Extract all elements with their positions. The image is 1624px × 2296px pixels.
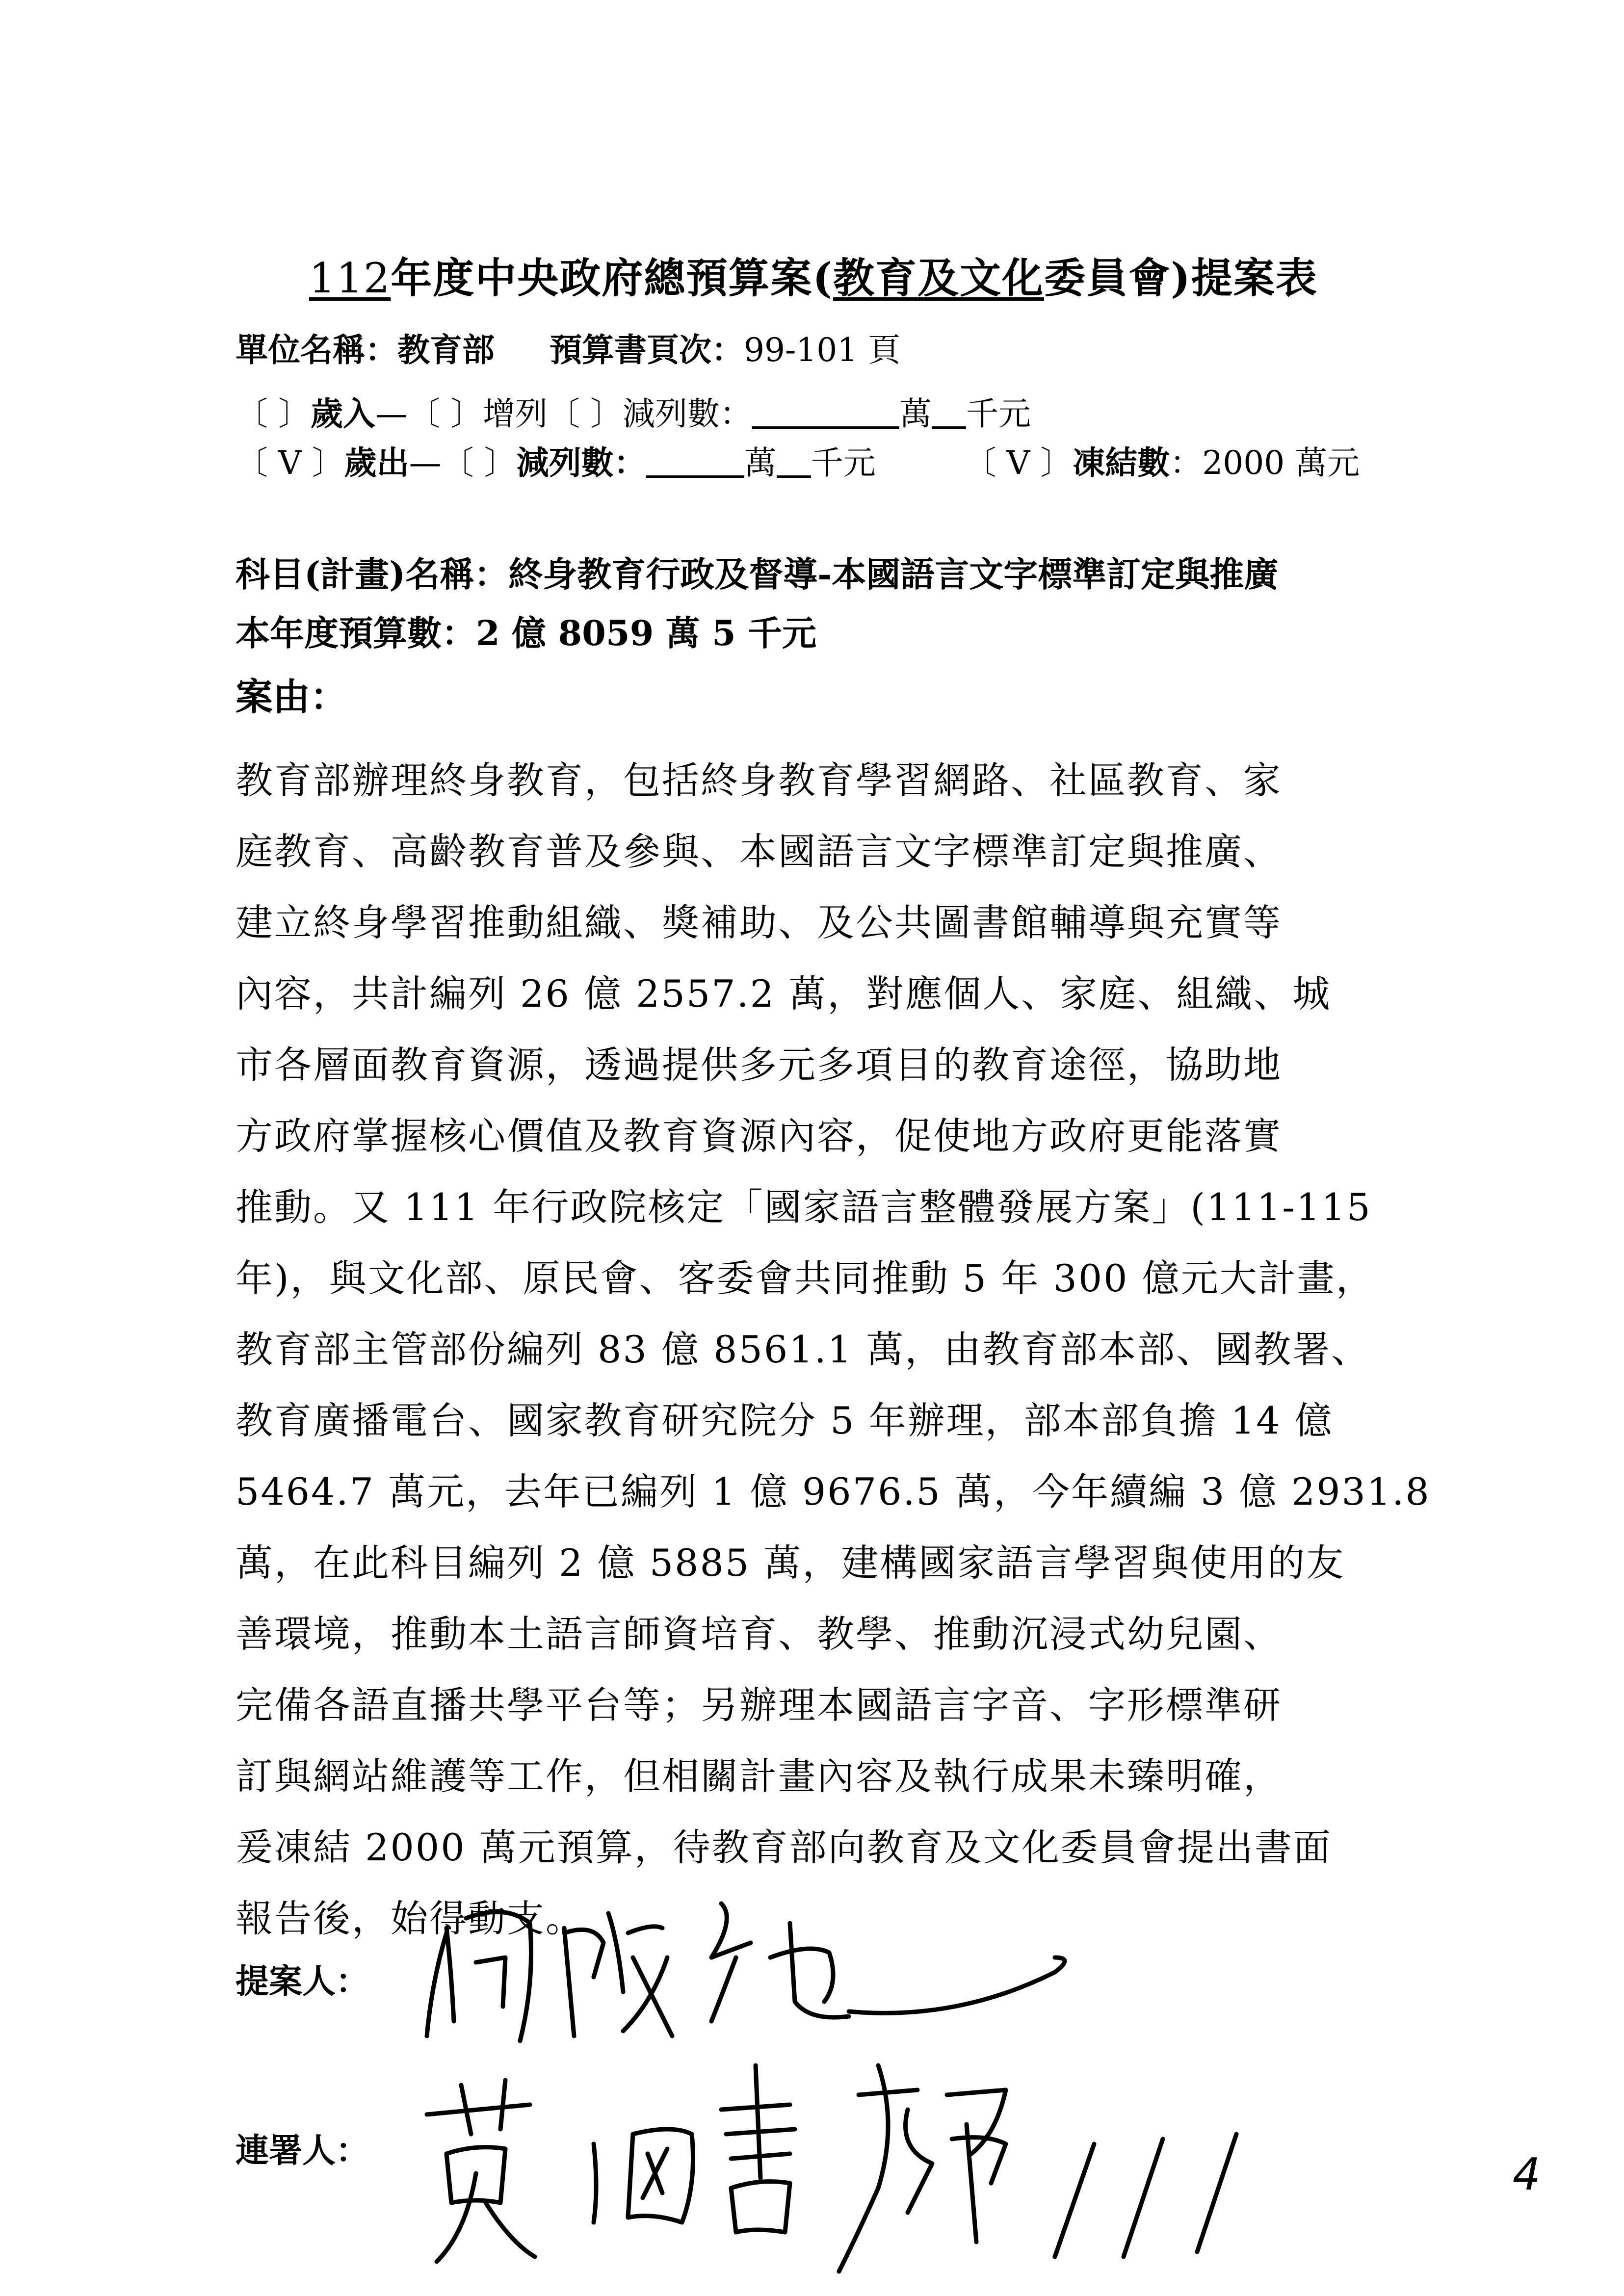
expenditure-reduce-checkbox: 〔 〕 <box>441 444 517 482</box>
expenditure-reduce-label: 減列數： <box>516 444 646 482</box>
cosigner-label: 連署人： <box>236 2131 369 2170</box>
unit-name: 單位名稱：教育部 <box>236 331 495 369</box>
expenditure-unit-thousand: 千元 <box>811 444 876 482</box>
expenditure-dash: — <box>409 444 442 482</box>
title-middle: 年度中央政府總預算案( <box>391 254 834 302</box>
subject-name: 科目(計畫)名稱：終身教育行政及督導-本國語言文字標準訂定與推廣 <box>236 554 1279 595</box>
subject-budget: 本年度預算數：2 億 8059 萬 5 千元 <box>236 613 817 653</box>
proposer-label: 提案人： <box>236 1962 369 2001</box>
reason-line: 萬，在此科目編列 2 億 5885 萬，建構國家語言學習與使用的友 <box>236 1541 1345 1585</box>
title-end: 委員會)提案表 <box>1044 254 1318 302</box>
reason-line: 市各層面教育資源，透過提供多元多項目的教育途徑，協助地 <box>236 1043 1282 1087</box>
reason-line: 完備各語直播共學平台等；另辦理本國語言字音、字形標準研 <box>236 1683 1282 1727</box>
revenue-checkbox: 〔 〕 <box>236 395 311 433</box>
freeze-value: ：2000 萬元 <box>1170 444 1360 482</box>
reason-line: 推動。又 111 年行政院核定「國家語言整體發展方案」(111-115 <box>236 1185 1372 1229</box>
title-committee: 教育及文化 <box>833 254 1045 302</box>
page-number-text: 4 <box>1512 2149 1541 2200</box>
expenditure-thousand-blank <box>777 446 811 478</box>
revenue-reduce-checkbox: 〔 〕 <box>547 395 623 433</box>
revenue-label: 歲入 <box>310 394 375 433</box>
reason-line: 庭教育、高齡教育普及參與、本國語言文字標準訂定與推廣、 <box>236 830 1282 873</box>
reason-line: 5464.7 萬元，去年已編列 1 億 9676.5 萬，今年續編 3 億 2931.8 <box>236 1470 1431 1513</box>
revenue-wan-blank <box>752 397 899 429</box>
revenue-reduce-label: 減列數： <box>622 395 752 433</box>
page-number <box>1513 2149 1541 2200</box>
reason-line: 內容，共計編列 26 億 2557.2 萬，對應個人、家庭、組織、城 <box>236 972 1332 1016</box>
unit-line <box>236 324 900 370</box>
budget-page-label: 預算書頁次： <box>549 331 744 369</box>
expenditure-wan-blank <box>646 446 744 478</box>
revenue-unit-thousand: 千元 <box>966 395 1031 433</box>
revenue-add-checkbox: 〔 〕 <box>407 395 483 433</box>
reason-line: 爰凍結 2000 萬元預算，待教育部向教育及文化委員會提出書面 <box>236 1826 1332 1869</box>
freeze-label: 凍結數 <box>1073 444 1170 482</box>
title-year: 112 <box>309 254 391 302</box>
expenditure-unit-wan: 萬 <box>744 444 777 482</box>
revenue-dash: — <box>375 395 408 433</box>
reason-line: 年)，與文化部、原民會、客委會共同推動 5 年 300 億元大計畫， <box>236 1256 1375 1300</box>
reason-line: 善環境，推動本土語言師資培育、教學、推動沉浸式幼兒園、 <box>236 1612 1282 1656</box>
freeze-checkbox: 〔 V 〕 <box>964 444 1073 482</box>
reason-line: 訂與網站維護等工作，但相關計畫內容及執行成果未臻明確， <box>236 1754 1282 1798</box>
expenditure-line <box>236 437 1360 483</box>
reason-label: 案由： <box>236 675 347 719</box>
expenditure-checkbox: 〔 V 〕 <box>236 444 344 482</box>
cosigner-signatures <box>417 2026 1325 2281</box>
budget-page-value: 99-101 頁 <box>743 331 901 369</box>
revenue-thousand-blank <box>932 397 966 429</box>
expenditure-label: 歲出 <box>344 444 409 482</box>
reason-line: 教育廣播電台、國家教育研究院分 5 年辦理，部本部負擔 14 億 <box>236 1399 1334 1442</box>
reason-line: 方政府掌握核心價值及教育資源內容，促使地方政府更能落實 <box>236 1114 1282 1158</box>
reason-line: 教育部主管部份編列 83 億 8561.1 萬，由教育部本部、國教署、 <box>236 1328 1370 1371</box>
revenue-line <box>236 388 1031 434</box>
reason-line: 建立終身學習推動組織、獎補助、及公共圖書館輔導與充實等 <box>236 901 1282 944</box>
revenue-add-label: 增列 <box>482 395 548 433</box>
revenue-unit-wan: 萬 <box>899 395 932 433</box>
reason-line: 教育部辦理終身教育，包括終身教育學習網路、社區教育、家 <box>236 758 1282 802</box>
document-title <box>309 245 1318 305</box>
reason-line: 報告後，始得動支。 <box>236 1897 584 1940</box>
